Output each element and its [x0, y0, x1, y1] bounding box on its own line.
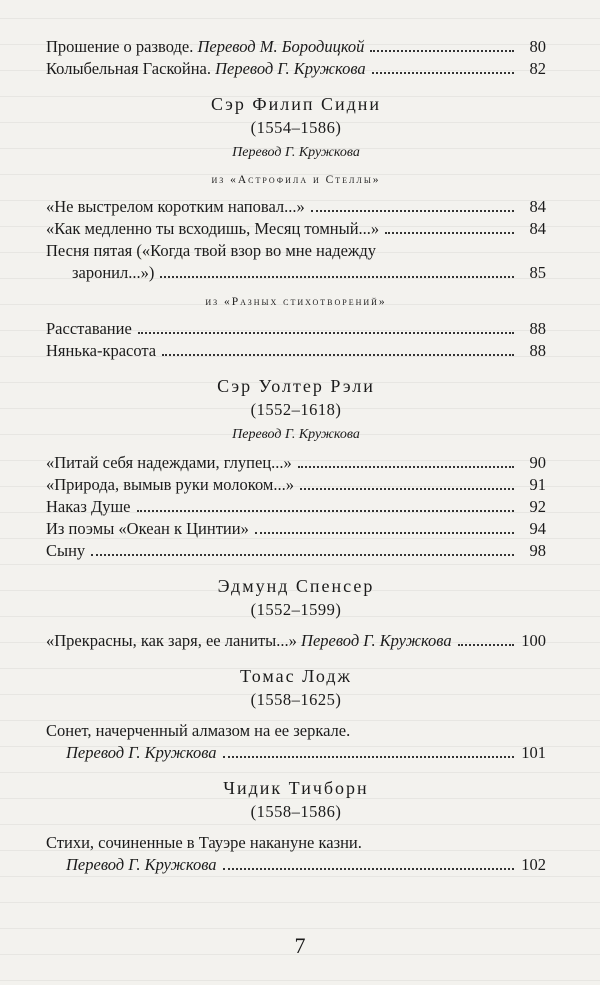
leader-dots: [223, 868, 514, 870]
leader-dots: [91, 554, 514, 556]
toc-entry: [46, 518, 546, 540]
entry-translator: Перевод Г. Кружкова: [215, 59, 366, 78]
entry-page: 84: [529, 219, 546, 238]
entry-title: Прошение о разводе.: [46, 37, 194, 56]
toc-entry: [46, 630, 546, 652]
leader-dots: [137, 510, 514, 512]
author-dates: (1558–1586): [250, 802, 342, 821]
toc-entry: [46, 742, 546, 764]
entry-page: 84: [529, 197, 546, 216]
entry-title: Из поэмы «Океан к Цинтии»: [46, 519, 249, 538]
entry-title: Расставание: [46, 319, 132, 338]
toc-entry: [46, 36, 546, 58]
entry-translator: Перевод М. Бородицкой: [197, 37, 365, 56]
leader-dots: [223, 756, 514, 758]
leader-dots: [372, 72, 514, 74]
entry-page: 85: [529, 263, 546, 282]
entry-page: 100: [521, 631, 546, 650]
page-number: 7: [294, 933, 306, 958]
leader-dots: [300, 488, 514, 490]
entry-page: 91: [529, 475, 546, 494]
leader-dots: [160, 276, 514, 278]
author-dates: (1558–1625): [250, 690, 342, 709]
author-heading: Сэр Уолтер Рэли: [217, 376, 375, 396]
entry-page: 90: [529, 453, 546, 472]
entry-title: «Прекрасны, как заря, ее ланиты...»: [46, 631, 297, 650]
entry-title: Колыбельная Гаскойна.: [46, 59, 211, 78]
author-heading: Сэр Филип Сидни: [210, 94, 382, 114]
leader-dots: [298, 466, 514, 468]
entry-title: Песня пятая («Когда твой взор во мне надежду: [46, 241, 376, 260]
toc-entry: [46, 262, 546, 284]
entry-title: Нянька-красота: [46, 341, 157, 360]
translator-credit: Перевод Г. Кружкова: [232, 145, 360, 160]
toc-entry: [46, 540, 546, 562]
entry-title: Сонет, начерченный алмазом на ее зеркале.: [46, 721, 351, 740]
toc-entry: [46, 318, 546, 340]
entry-page: 102: [521, 855, 546, 874]
entry-page: 88: [529, 341, 546, 360]
entry-title-continued: заронил...»): [72, 263, 155, 282]
entry-title: Наказ Душе: [46, 497, 131, 516]
entry-title: «Не выстрелом коротким наповал...»: [46, 197, 305, 216]
entry-translator: Перевод Г. Кружкова: [66, 855, 217, 874]
leader-dots: [138, 332, 514, 334]
author-dates: (1552–1599): [250, 600, 342, 619]
leader-dots: [385, 232, 514, 234]
entry-title: «Природа, вымыв руки молоком...»: [46, 475, 294, 494]
entry-page: 101: [521, 743, 546, 762]
toc-entry: [46, 452, 546, 474]
author-dates: (1554–1586): [250, 118, 342, 137]
leader-dots: [255, 532, 514, 534]
author-heading: Томас Лодж: [240, 666, 352, 686]
leader-dots: [458, 644, 514, 646]
entry-title: «Питай себя надеждами, глупец...»: [46, 453, 292, 472]
entry-page: 88: [529, 319, 546, 338]
entry-title: Стихи, сочиненные в Тауэре накануне казни.: [46, 833, 362, 852]
translator-credit: Перевод Г. Кружкова: [232, 427, 360, 442]
toc-entry: [46, 218, 546, 240]
author-dates: (1552–1618): [250, 400, 342, 419]
toc-entry-line: [46, 240, 546, 262]
toc-entry: [46, 496, 546, 518]
toc-entry: [46, 196, 546, 218]
toc-entry: [46, 474, 546, 496]
author-heading: Чидик Тичборн: [223, 778, 369, 798]
entry-page: 94: [529, 519, 546, 538]
section-heading: из «Разных стихотворений»: [205, 296, 387, 308]
entry-page: 92: [529, 497, 546, 516]
entry-title: «Как медленно ты всходишь, Месяц томный...»: [46, 219, 380, 238]
entry-page: 98: [529, 541, 546, 560]
leader-dots: [370, 50, 514, 52]
section-heading: из «Астрофила и Стеллы»: [211, 174, 381, 186]
toc-entry-line: [46, 832, 546, 854]
entry-translator: Перевод Г. Кружкова: [301, 631, 452, 650]
entry-page: 80: [529, 37, 546, 56]
toc-entry: [46, 58, 546, 80]
leader-dots: [162, 354, 514, 356]
toc-entry: [46, 340, 546, 362]
table-of-contents: [46, 36, 546, 876]
entry-title: Сыну: [46, 541, 86, 560]
toc-entry: [46, 854, 546, 876]
toc-entry-line: [46, 720, 546, 742]
author-heading: Эдмунд Спенсер: [217, 576, 375, 596]
entry-page: 82: [529, 59, 546, 78]
entry-translator: Перевод Г. Кружкова: [66, 743, 217, 762]
leader-dots: [311, 210, 514, 212]
